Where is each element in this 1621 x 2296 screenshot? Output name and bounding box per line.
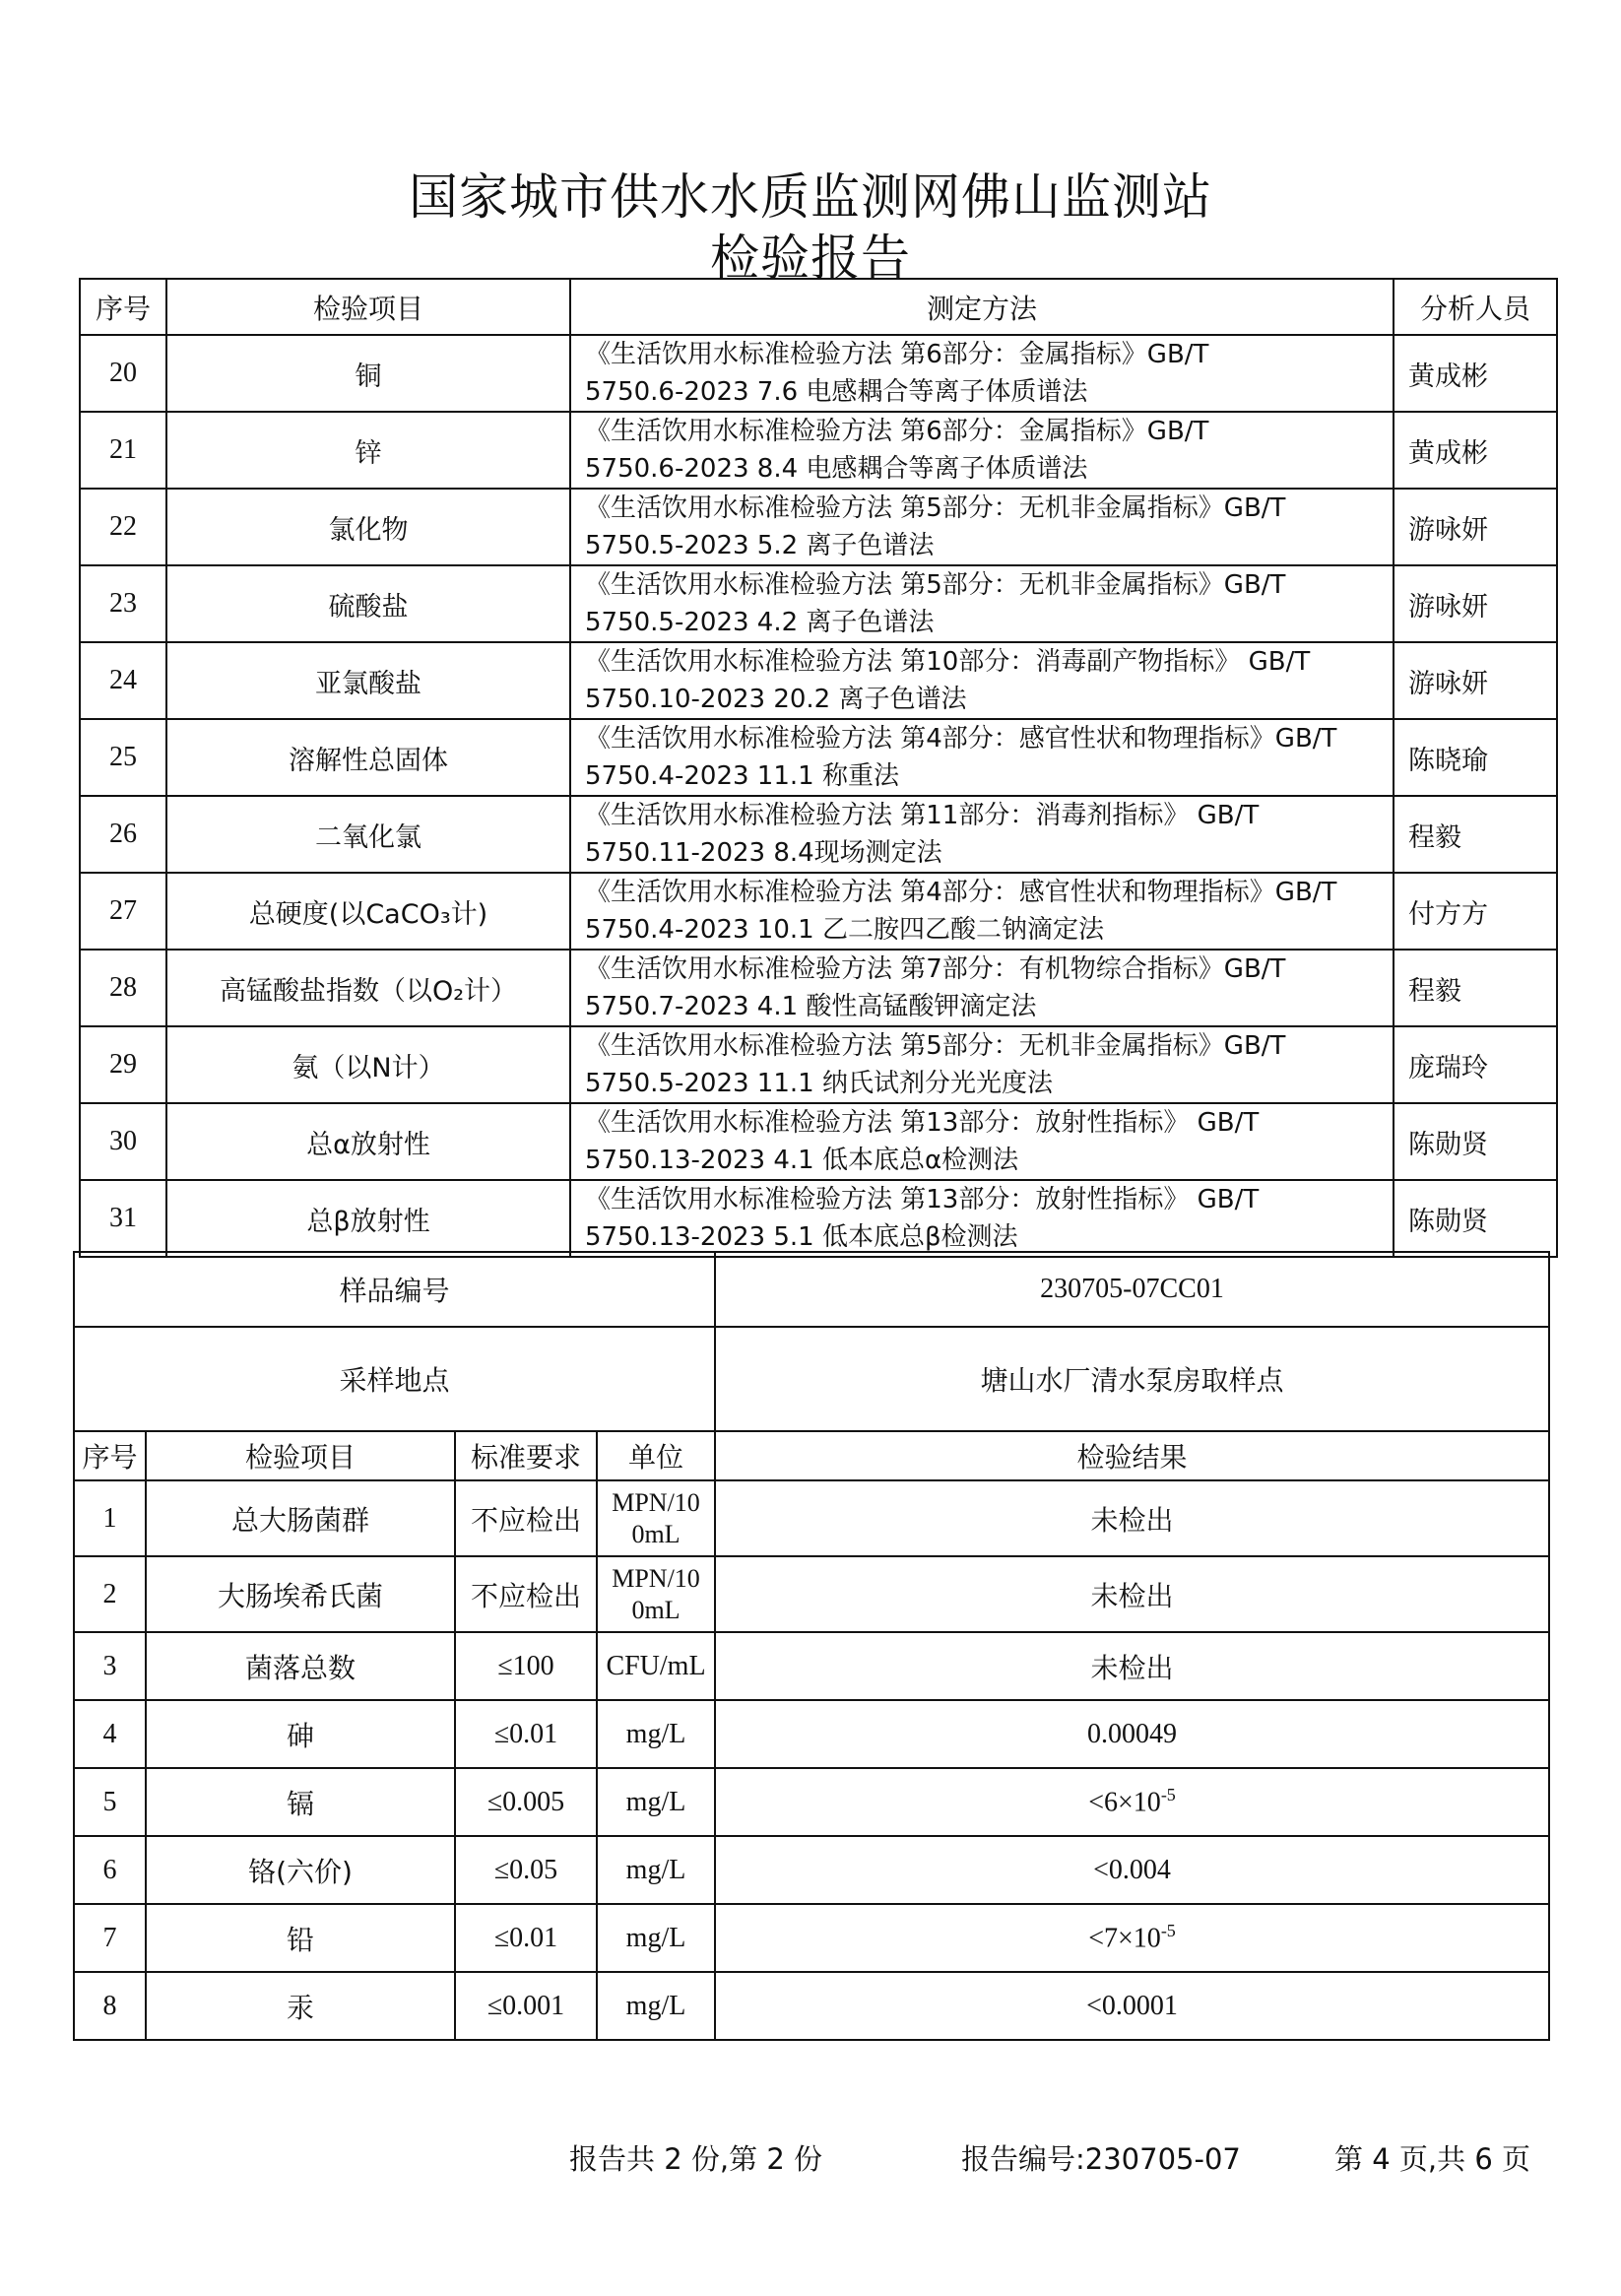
row-standard: ≤0.005 (455, 1768, 597, 1836)
row-item: 锌 (166, 412, 570, 489)
methods-header-row (80, 279, 1557, 335)
location-label: 采样地点 (74, 1327, 715, 1431)
method-line-1: 《生活饮用水标准检验方法 第11部分：消毒剂指标》 GB/T (585, 801, 1260, 830)
unit-line-2: 0mL (631, 1519, 681, 1548)
row-no: 31 (80, 1180, 166, 1257)
row-standard: 不应检出 (455, 1480, 597, 1556)
row-no: 22 (80, 489, 166, 565)
sample-no-row (74, 1252, 1549, 1327)
table-row (74, 1904, 1549, 1972)
table-row (80, 565, 1557, 642)
row-no: 3 (74, 1632, 146, 1700)
method-line-2: 5750.6-2023 7.6 电感耦合等离子体质谱法 (585, 377, 1088, 407)
row-analyst: 付方方 (1394, 873, 1557, 950)
row-standard: ≤0.001 (455, 1972, 597, 2040)
row-result: <0.004 (715, 1836, 1549, 1904)
col-header-method: 测定方法 (570, 279, 1394, 335)
method-line-2: 5750.7-2023 4.1 酸性高锰酸钾滴定法 (585, 992, 1037, 1021)
row-no: 7 (74, 1904, 146, 1972)
method-line-1: 《生活饮用水标准检验方法 第5部分：无机非金属指标》GB/T (585, 493, 1286, 523)
method-line-2: 5750.4-2023 10.1 乙二胺四乙酸二钠滴定法 (585, 915, 1104, 945)
table-row (80, 950, 1557, 1026)
result-base: <6×10 (1088, 1787, 1161, 1818)
unit-line-2: 0mL (631, 1595, 681, 1624)
row-result: 未检出 (715, 1556, 1549, 1632)
table-row (80, 412, 1557, 489)
table-row (80, 796, 1557, 873)
row-standard: ≤0.05 (455, 1836, 597, 1904)
results-header-row (74, 1431, 1549, 1480)
row-analyst: 陈勋贤 (1394, 1103, 1557, 1180)
row-item: 氯化物 (166, 489, 570, 565)
method-line-2: 5750.10-2023 20.2 离子色谱法 (585, 685, 967, 714)
row-item: 砷 (146, 1700, 455, 1768)
method-line-1: 《生活饮用水标准检验方法 第13部分：放射性指标》 GB/T (585, 1108, 1260, 1138)
row-standard: ≤0.01 (455, 1700, 597, 1768)
row-item: 铅 (146, 1904, 455, 1972)
method-line-1: 《生活饮用水标准检验方法 第6部分：金属指标》GB/T (585, 417, 1209, 446)
row-no: 23 (80, 565, 166, 642)
col-header-no: 序号 (74, 1431, 146, 1480)
table-row (80, 489, 1557, 565)
row-no: 21 (80, 412, 166, 489)
row-item: 高锰酸盐指数（以O₂计） (166, 950, 570, 1026)
row-no: 1 (74, 1480, 146, 1556)
row-method (570, 335, 1394, 412)
row-method (570, 1026, 1394, 1103)
table-row (80, 873, 1557, 950)
row-item: 氨（以N计） (166, 1026, 570, 1103)
row-result (715, 1904, 1549, 1972)
method-line-2: 5750.4-2023 11.1 称重法 (585, 761, 899, 791)
row-unit: mg/L (597, 1972, 715, 2040)
sample-no-label: 样品编号 (74, 1252, 715, 1327)
col-header-unit: 单位 (597, 1431, 715, 1480)
row-result: 未检出 (715, 1480, 1549, 1556)
location-value: 塘山水厂清水泵房取样点 (715, 1327, 1549, 1431)
method-line-1: 《生活饮用水标准检验方法 第5部分：无机非金属指标》GB/T (585, 1031, 1286, 1061)
methods-table (79, 278, 1558, 1258)
row-method (570, 873, 1394, 950)
row-item: 镉 (146, 1768, 455, 1836)
page-info: 第 4 页,共 6 页 (1334, 2142, 1530, 2176)
row-no: 30 (80, 1103, 166, 1180)
row-item: 铬(六价) (146, 1836, 455, 1904)
table-row (80, 1026, 1557, 1103)
row-item: 二氧化氯 (166, 796, 570, 873)
method-line-2: 5750.6-2023 8.4 电感耦合等离子体质谱法 (585, 454, 1088, 484)
row-analyst: 庞瑞玲 (1394, 1026, 1557, 1103)
col-header-item: 检验项目 (166, 279, 570, 335)
row-analyst: 程毅 (1394, 950, 1557, 1026)
row-item: 溶解性总固体 (166, 719, 570, 796)
row-no: 25 (80, 719, 166, 796)
row-item: 总大肠菌群 (146, 1480, 455, 1556)
row-standard: 不应检出 (455, 1556, 597, 1632)
method-line-1: 《生活饮用水标准检验方法 第10部分：消毒副产物指标》 GB/T (585, 647, 1311, 677)
row-item: 总α放射性 (166, 1103, 570, 1180)
table-row (74, 1700, 1549, 1768)
method-line-1: 《生活饮用水标准检验方法 第13部分：放射性指标》 GB/T (585, 1185, 1260, 1214)
copies-info: 报告共 2 份,第 2 份 (569, 2142, 822, 2176)
sample-no-value: 230705-07CC01 (715, 1252, 1549, 1327)
row-no: 29 (80, 1026, 166, 1103)
table-row (80, 642, 1557, 719)
location-row (74, 1327, 1549, 1431)
row-item: 汞 (146, 1972, 455, 2040)
row-unit (597, 1556, 715, 1632)
method-line-1: 《生活饮用水标准检验方法 第6部分：金属指标》GB/T (585, 340, 1209, 369)
row-method (570, 719, 1394, 796)
table-row (74, 1768, 1549, 1836)
row-no: 8 (74, 1972, 146, 2040)
report-title: 国家城市供水水质监测网佛山监测站 (409, 168, 1212, 226)
row-analyst: 游咏妍 (1394, 489, 1557, 565)
report-number: 报告编号:230705-07 (961, 2142, 1241, 2176)
row-standard: ≤0.01 (455, 1904, 597, 1972)
row-result: <0.0001 (715, 1972, 1549, 2040)
row-no: 5 (74, 1768, 146, 1836)
col-header-analyst: 分析人员 (1394, 279, 1557, 335)
result-exponent: -5 (1160, 1785, 1176, 1805)
method-line-2: 5750.5-2023 5.2 离子色谱法 (585, 531, 935, 560)
row-no: 24 (80, 642, 166, 719)
row-method (570, 796, 1394, 873)
row-no: 4 (74, 1700, 146, 1768)
row-unit: CFU/mL (597, 1632, 715, 1700)
result-base: <7×10 (1088, 1923, 1161, 1954)
row-result: 未检出 (715, 1632, 1549, 1700)
col-header-no: 序号 (80, 279, 166, 335)
row-result (715, 1768, 1549, 1836)
row-no: 6 (74, 1836, 146, 1904)
table-row (80, 1103, 1557, 1180)
row-analyst: 陈勋贤 (1394, 1180, 1557, 1257)
col-header-item: 检验项目 (146, 1431, 455, 1480)
row-analyst: 黄成彬 (1394, 412, 1557, 489)
row-unit: mg/L (597, 1836, 715, 1904)
row-standard: ≤100 (455, 1632, 597, 1700)
method-line-2: 5750.5-2023 4.2 离子色谱法 (585, 608, 935, 637)
row-method (570, 489, 1394, 565)
row-unit: mg/L (597, 1768, 715, 1836)
row-analyst: 游咏妍 (1394, 642, 1557, 719)
row-method (570, 642, 1394, 719)
method-line-2: 5750.13-2023 4.1 低本底总α检测法 (585, 1146, 1019, 1175)
row-analyst: 陈晓瑜 (1394, 719, 1557, 796)
row-no: 2 (74, 1556, 146, 1632)
row-method (570, 950, 1394, 1026)
row-analyst: 游咏妍 (1394, 565, 1557, 642)
table-row (80, 1180, 1557, 1257)
row-item: 大肠埃希氏菌 (146, 1556, 455, 1632)
method-line-2: 5750.5-2023 11.1 纳氏试剂分光光度法 (585, 1069, 1053, 1098)
table-row (74, 1632, 1549, 1700)
row-method (570, 565, 1394, 642)
sample-results-table (73, 1251, 1550, 2041)
row-unit: mg/L (597, 1904, 715, 1972)
unit-line-1: MPN/10 (612, 1563, 700, 1593)
table-row (74, 1972, 1549, 2040)
row-no: 26 (80, 796, 166, 873)
row-item: 总β放射性 (166, 1180, 570, 1257)
unit-line-1: MPN/10 (612, 1487, 700, 1517)
row-no: 20 (80, 335, 166, 412)
result-exponent: -5 (1160, 1921, 1176, 1941)
row-method (570, 1180, 1394, 1257)
row-no: 28 (80, 950, 166, 1026)
method-line-2: 5750.11-2023 8.4现场测定法 (585, 838, 942, 868)
method-line-1: 《生活饮用水标准检验方法 第7部分：有机物综合指标》GB/T (585, 954, 1286, 984)
row-item: 总硬度(以CaCO₃计) (166, 873, 570, 950)
row-unit: mg/L (597, 1700, 715, 1768)
method-line-1: 《生活饮用水标准检验方法 第4部分：感官性状和物理指标》GB/T (585, 878, 1337, 907)
row-method (570, 412, 1394, 489)
method-line-1: 《生活饮用水标准检验方法 第5部分：无机非金属指标》GB/T (585, 570, 1286, 600)
row-analyst: 黄成彬 (1394, 335, 1557, 412)
table-row (80, 335, 1557, 412)
row-item: 亚氯酸盐 (166, 642, 570, 719)
table-row (74, 1836, 1549, 1904)
row-item: 菌落总数 (146, 1632, 455, 1700)
row-item: 硫酸盐 (166, 565, 570, 642)
col-header-standard: 标准要求 (455, 1431, 597, 1480)
table-row (80, 719, 1557, 796)
method-line-1: 《生活饮用水标准检验方法 第4部分：感官性状和物理指标》GB/T (585, 724, 1337, 754)
row-analyst: 程毅 (1394, 796, 1557, 873)
row-unit (597, 1480, 715, 1556)
report-subtitle: 检验报告 (710, 230, 911, 287)
method-line-2: 5750.13-2023 5.1 低本底总β检测法 (585, 1222, 1018, 1252)
row-item: 铜 (166, 335, 570, 412)
table-row (74, 1556, 1549, 1632)
col-header-result: 检验结果 (715, 1431, 1549, 1480)
row-result: 0.00049 (715, 1700, 1549, 1768)
table-row (74, 1480, 1549, 1556)
row-no: 27 (80, 873, 166, 950)
row-method (570, 1103, 1394, 1180)
